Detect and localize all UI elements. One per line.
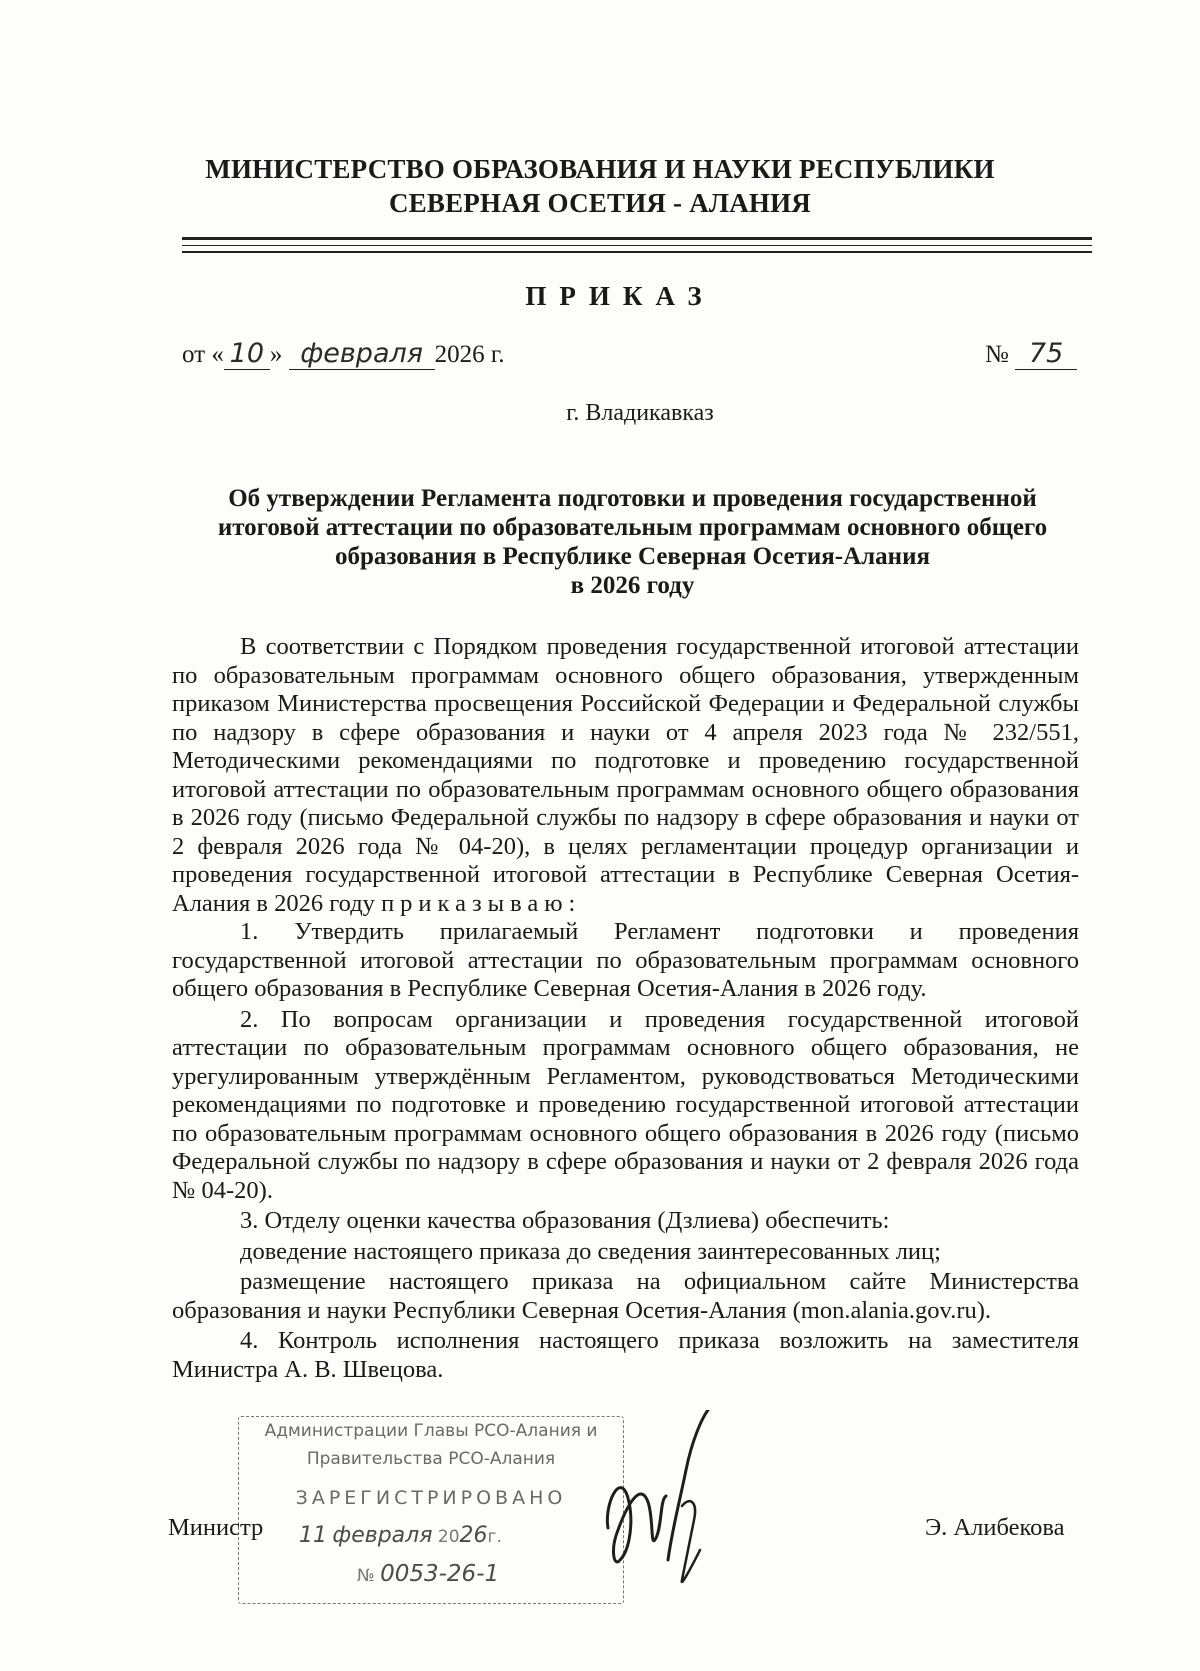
handwritten-signature <box>590 1410 760 1590</box>
item-3: 3. Отделу оценки качества образования (Дзлиева) обеспечить: <box>240 1207 890 1234</box>
stamp-date-month: февраля <box>332 1523 433 1548</box>
registration-stamp <box>238 1416 624 1604</box>
title-line-4: в 2026 году <box>570 572 695 599</box>
ministry-header <box>0 152 1200 220</box>
header-divider <box>182 237 1092 240</box>
document-type: ПРИКАЗ <box>525 281 715 311</box>
stamp-line-2: Правительства РСО-Алания <box>306 1449 556 1469</box>
date-year: 2026 г. <box>434 341 505 368</box>
date-month: февраля <box>289 338 435 370</box>
item-4: 4. Контроль исполнения настоящего приказа возложить на заместителя Министра А. В. Швецова. <box>172 1327 1079 1383</box>
stamp-date <box>299 1523 599 1548</box>
order-body <box>172 633 1079 1384</box>
order-date <box>182 338 505 370</box>
ministry-line-2: СЕВЕРНАЯ ОСЕТИЯ - АЛАНИЯ <box>388 188 812 218</box>
signer-title: Министр <box>168 1514 264 1541</box>
preamble-text: В соответствии с Порядком проведения государственной итоговой аттестации по образовательным программам основного общего образования, утвержденным приказом Министерства просвещения Российской Федерации и Федеральной службы по надзору в сфере образования и науки от 4 апреля 2023 года № 232/551, Методическими рекомендациями по подготовке и проведению государственной итоговой аттестации по образовательным программам основного общего образования в 2026 году (письмо Федеральной службы по надзору в сфере образования и науки от 2 февраля 2026 года № 04-20), в целях регламентации процедур организации и проведения государственной итоговой аттестации в Республике Северная Осетия-Алания в 2026 году <box>172 633 1079 917</box>
number-value: 75 <box>1015 338 1077 370</box>
item-3-a: доведение настоящего приказа до сведения заинтересованных лиц; <box>240 1237 941 1265</box>
signer-name: Э. Алибекова <box>925 1514 1065 1541</box>
stamp-date-day: 11 <box>299 1523 327 1548</box>
order-word: приказываю: <box>381 889 582 917</box>
date-prefix: от « <box>182 341 224 368</box>
stamp-number-value: 0053-26-1 <box>380 1561 500 1587</box>
stamp-date-year-prefix: 20 <box>437 1527 460 1547</box>
stamp-date-year-suffix: 26 <box>459 1523 488 1548</box>
item-3-b: размещение настоящего приказа на официальном сайте Министерства образования и науки Республики Северная Осетия-Алания (mon.alania.gov.ru). <box>172 1268 1079 1324</box>
item-2: 2. По вопросам организации и проведения государственной итоговой аттестации по образовательным программам основного общего образования, не урегулированным утверждённым Регламентом, руководствоваться Методическими рекомендациями по подготовке и проведению государственной итоговой аттестации по образовательным программам основного общего образования в 2026 году (письмо Федеральной службы по надзору в сфере образования и науки от 2 февраля 2026 года № 04-20). <box>172 1005 1079 1204</box>
preamble <box>172 633 1079 918</box>
order-number <box>985 338 1077 370</box>
header-divider <box>182 245 1092 246</box>
number-prefix: № <box>985 341 1009 368</box>
title-line-3: образования в Республике Северная Осетия-Алания <box>335 543 930 570</box>
order-title <box>190 484 1075 600</box>
stamp-status: ЗАРЕГИСТРИРОВАНО <box>295 1487 567 1509</box>
city: г. Владикавказ <box>566 400 714 426</box>
ministry-line-1: МИНИСТЕРСТВО ОБРАЗОВАНИЯ И НАУКИ РЕСПУБЛИКИ <box>205 154 995 184</box>
date-mid: » <box>269 341 289 368</box>
stamp-date-suffix: г. <box>487 1527 502 1547</box>
date-day: 10 <box>224 338 270 370</box>
stamp-line-1: Администрации Главы РСО-Алания и <box>264 1421 598 1441</box>
item-1: 1. Утвердить прилагаемый Регламент подготовки и проведения государственной итоговой аттестации по образовательным программам основного общего образования в Республике Северная Осетия-Алания в 2026 году. <box>172 918 1079 1002</box>
stamp-number <box>357 1561 607 1587</box>
title-line-1: Об утверждении Регламента подготовки и проведения государственной <box>228 485 1037 512</box>
header-divider <box>182 251 1092 253</box>
stamp-number-prefix: № <box>357 1566 375 1586</box>
title-line-2: итоговой аттестации по образовательным программам основного общего <box>217 514 1048 541</box>
